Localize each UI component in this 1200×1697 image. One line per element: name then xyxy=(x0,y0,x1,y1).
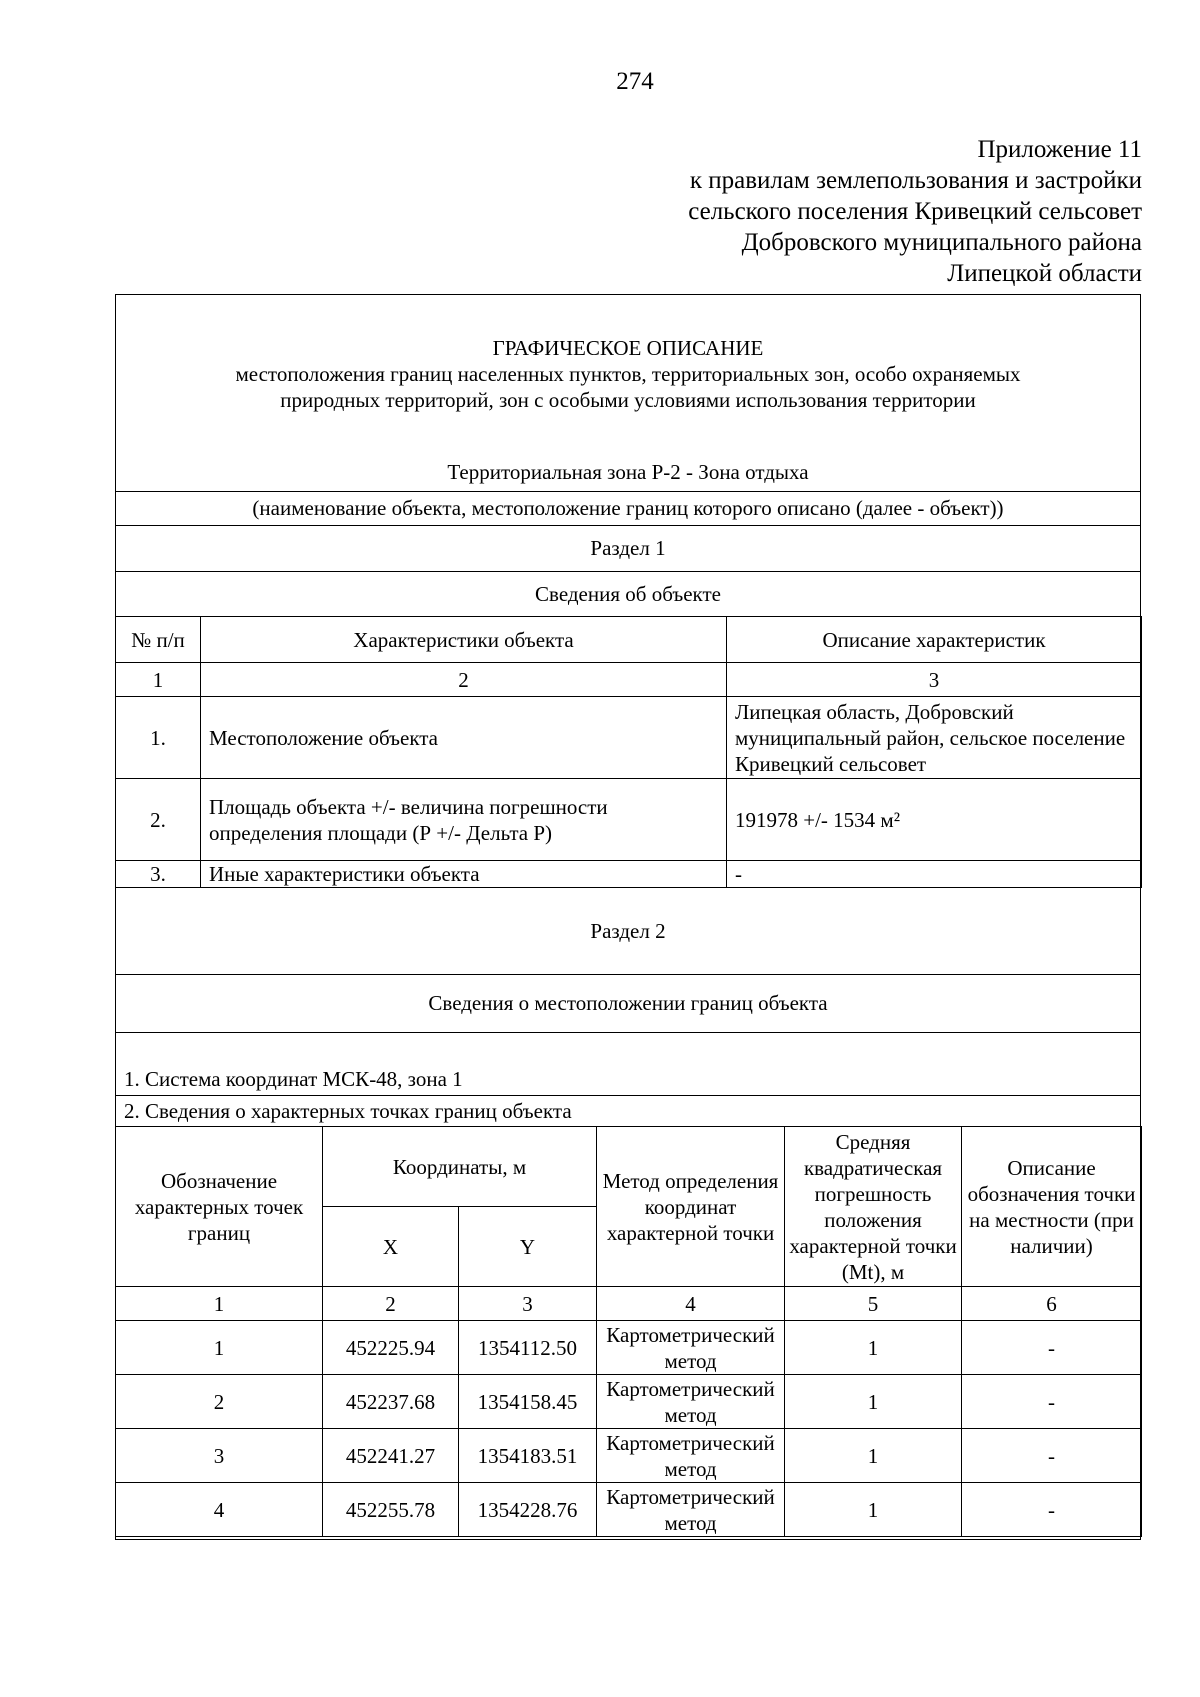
method-cell: Картометрический метод xyxy=(597,1483,785,1537)
document-title: ГРАФИЧЕСКОЕ ОПИСАНИЕ xyxy=(492,336,764,360)
object-info-table xyxy=(115,616,1142,888)
table-row xyxy=(116,779,1142,861)
document-subtitle: местоположения границ населенных пунктов, территориальных зон, особо охраняемых xyxy=(235,362,1021,386)
point-cell: 4 xyxy=(116,1483,323,1537)
appendix-line: Липецкой области xyxy=(947,260,1142,287)
y-cell: 1354228.76 xyxy=(459,1483,597,1537)
column-header: Координаты, м xyxy=(323,1127,597,1207)
table-header-row xyxy=(116,617,1142,663)
object-name: Территориальная зона Р-2 - Зона отдыха xyxy=(447,460,809,484)
table-header-row xyxy=(116,1127,1142,1207)
y-cell: 1354158.45 xyxy=(459,1375,597,1429)
row-number: 1. xyxy=(116,697,201,779)
appendix-line: Добровского муниципального района xyxy=(741,229,1142,256)
row-number: 3. xyxy=(116,861,201,888)
column-header: Описание характеристик xyxy=(727,617,1142,663)
column-number: 3 xyxy=(459,1287,597,1321)
table-row xyxy=(116,1375,1142,1429)
appendix-line: Приложение 11 xyxy=(977,136,1142,163)
column-header: Метод определения координат характерной точки xyxy=(597,1127,785,1287)
coordinate-system: 1. Система координат МСК-48, зона 1 xyxy=(124,1067,463,1091)
description-cell: - xyxy=(962,1321,1142,1375)
section2-title: Раздел 2 xyxy=(590,919,666,943)
description-cell: Липецкая область, Добровский муниципальный район, сельское поселение Кривецкий сельсовет xyxy=(727,697,1142,779)
description-cell: - xyxy=(962,1483,1142,1537)
column-number-row xyxy=(116,1287,1142,1321)
x-cell: 452237.68 xyxy=(323,1375,459,1429)
column-header: Y xyxy=(459,1207,597,1287)
table-row xyxy=(116,1429,1142,1483)
error-cell: 1 xyxy=(785,1375,962,1429)
column-number-row xyxy=(116,663,1142,697)
table-row xyxy=(116,697,1142,779)
column-header: № п/п xyxy=(116,617,201,663)
characteristic-cell: Площадь объекта +/- величина погрешности определения площади (Р +/- Дельта Р) xyxy=(201,779,727,861)
method-cell: Картометрический метод xyxy=(597,1375,785,1429)
column-number: 1 xyxy=(116,663,201,697)
y-cell: 1354112.50 xyxy=(459,1321,597,1375)
column-number: 1 xyxy=(116,1287,323,1321)
points-title: 2. Сведения о характерных точках границ объекта xyxy=(124,1099,572,1123)
point-cell: 2 xyxy=(116,1375,323,1429)
appendix-block xyxy=(688,134,1142,289)
column-number: 5 xyxy=(785,1287,962,1321)
column-header: X xyxy=(323,1207,459,1287)
row-number: 2. xyxy=(116,779,201,861)
error-cell: 1 xyxy=(785,1429,962,1483)
column-header: Описание обозначения точки на местности (при наличии) xyxy=(962,1127,1142,1287)
x-cell: 452241.27 xyxy=(323,1429,459,1483)
section1-subtitle: Сведения об объекте xyxy=(535,582,721,606)
table-row xyxy=(116,1483,1142,1537)
x-cell: 452225.94 xyxy=(323,1321,459,1375)
error-cell: 1 xyxy=(785,1483,962,1537)
description-cell: 191978 +/- 1534 м² xyxy=(727,779,1142,861)
object-caption: (наименование объекта, местоположение границ которого описано (далее - объект)) xyxy=(252,496,1004,520)
column-number: 6 xyxy=(962,1287,1142,1321)
table-row xyxy=(116,861,1142,888)
characteristic-cell: Местоположение объекта xyxy=(201,697,727,779)
appendix-line: к правилам землепользования и застройки xyxy=(689,167,1142,194)
document-subtitle: природных территорий, зон с особыми условиями использования территории xyxy=(280,388,976,412)
section1-title: Раздел 1 xyxy=(590,536,666,560)
boundary-points-table xyxy=(115,1126,1142,1537)
error-cell: 1 xyxy=(785,1321,962,1375)
description-cell: - xyxy=(727,861,1142,888)
column-header: Средняя квадратическая погрешность положения характерной точки (Mt), м xyxy=(785,1127,962,1287)
column-number: 2 xyxy=(323,1287,459,1321)
x-cell: 452255.78 xyxy=(323,1483,459,1537)
point-cell: 3 xyxy=(116,1429,323,1483)
appendix-line: сельского поселения Кривецкий сельсовет xyxy=(688,198,1142,225)
description-cell: - xyxy=(962,1429,1142,1483)
table-row xyxy=(116,1321,1142,1375)
method-cell: Картометрический метод xyxy=(597,1429,785,1483)
point-cell: 1 xyxy=(116,1321,323,1375)
document-frame xyxy=(115,294,1141,1540)
characteristic-cell: Иные характеристики объекта xyxy=(201,861,727,888)
section2-subtitle: Сведения о местоположении границ объекта xyxy=(428,991,828,1015)
column-number: 4 xyxy=(597,1287,785,1321)
page-number: 274 xyxy=(616,68,654,95)
column-header: Характеристики объекта xyxy=(201,617,727,663)
method-cell: Картометрический метод xyxy=(597,1321,785,1375)
column-number: 3 xyxy=(727,663,1142,697)
column-header: Обозначение характерных точек границ xyxy=(116,1127,323,1287)
y-cell: 1354183.51 xyxy=(459,1429,597,1483)
column-number: 2 xyxy=(201,663,727,697)
description-cell: - xyxy=(962,1375,1142,1429)
